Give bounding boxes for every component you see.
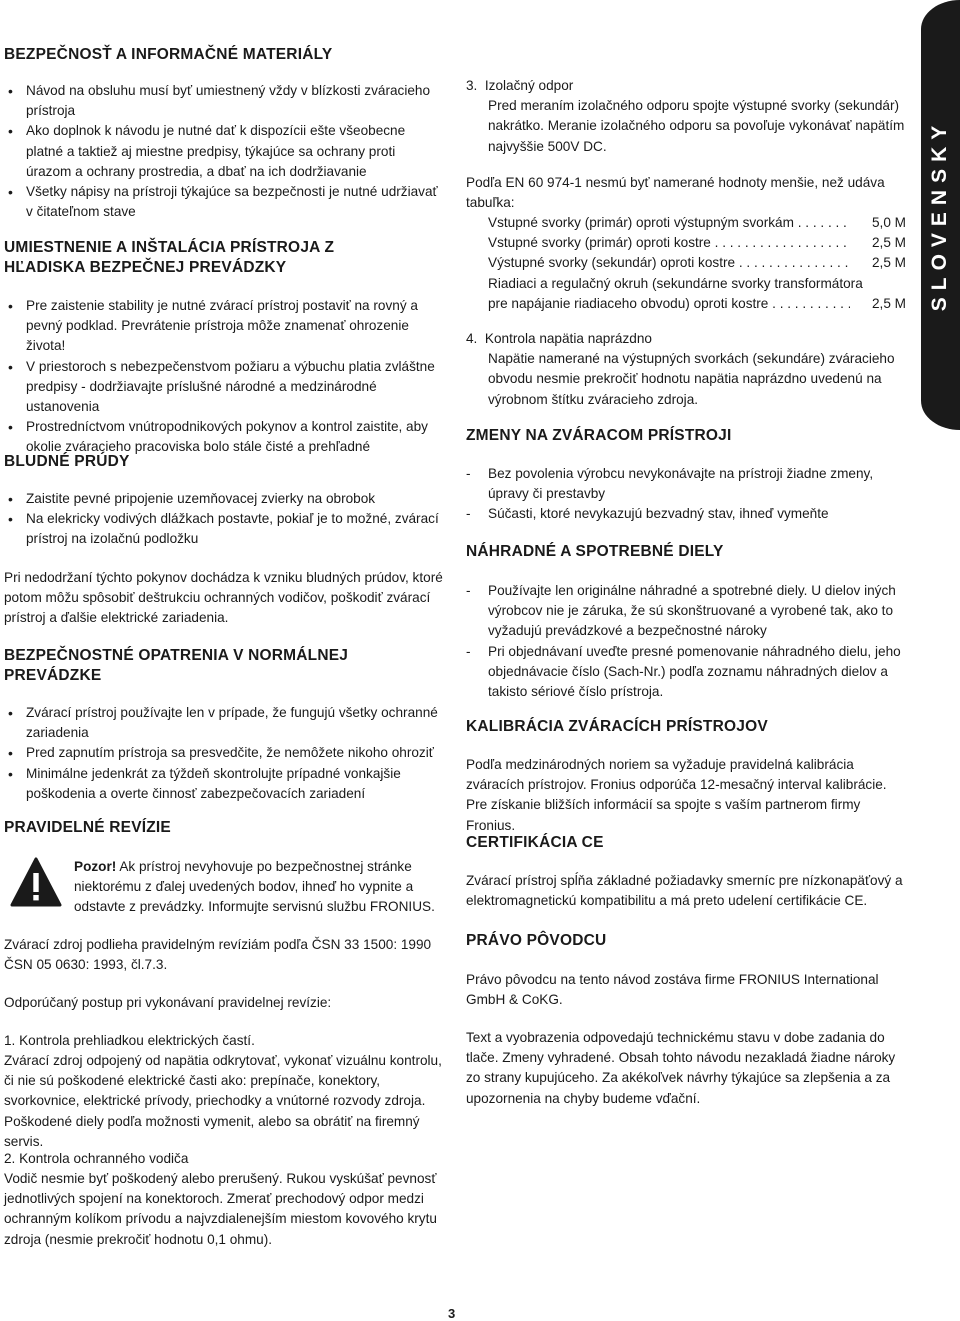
step4-number: 4. xyxy=(466,331,478,346)
heading-ce-certification: CERTIFIKÁCIA CE xyxy=(466,834,604,851)
table-row-value: 2,5 M xyxy=(872,295,906,311)
table-row xyxy=(488,253,906,273)
revision-paragraph: Zvárací zdroj podlieha pravidelným revíziám podľa ČSN 33 1500: 1990 ČSN 05 0630: 1993, čl.7.3. xyxy=(4,937,432,973)
step4-text: Napätie namerané na výstupných svorkách (sekundáre) zváracieho obvodu nesmie prekročiť hodnotu napätia naprázdno uvedenú na výrobnom štítku zváracieho zdroja. xyxy=(488,351,895,407)
safety-list xyxy=(4,81,444,222)
final-paragraph: Text a vyobrazenia odpovedajú technickému stavu v dobe zadania do tlače. Zmeny vyhradené. Obsah tohto návodu nezakladá žiadne nároky zo strany kupujúceho. Za akékoľvek návrhy týkajúce sa zlepšenia a za upozornenia na chyby budeme vďační. xyxy=(466,1030,896,1106)
step4-block xyxy=(466,329,910,410)
table-row xyxy=(488,294,906,314)
step4-title: Kontrola napätia naprázdno xyxy=(484,331,652,346)
heading-calibration: KALIBRÁCIA ZVÁRACÍCH PRÍSTROJOV xyxy=(466,718,768,735)
list-item: • Všetky nápisy na prístroji týkajúce sa bezpečnosti je nutné udržiavať v čitateľnom stave xyxy=(4,182,444,222)
table-row-label-line1: Riadiaci a regulačný okruh (sekundárne svorky transformátora xyxy=(488,275,863,291)
list-item: • Zvárací prístroj používajte len v prípade, že fungujú všetky ochranné zariadenia xyxy=(4,703,444,743)
normal-operation-list xyxy=(4,703,444,804)
step2-title: 2. Kontrola ochranného vodiča xyxy=(4,1151,189,1166)
step1-text: Zvárací zdroj odpojený od napätia odkrytovať, vykonať vizuálnu kontrolu, či nie sú poškodené elektrické časti ako: prepínače, konektory, svorkovnice, elektrické prívody, priechodky a vnútorné rozvody zdroja. Poškodené diely podľa možnosti vymenit, alebo sa obrátiť na firemný servis. xyxy=(4,1053,442,1149)
ce-paragraph: Zvárací prístroj spĺňa základné požiadavky smerníc pre nízkonapäťový a elektromagnetickú kompatibilitu a má preto udelení certifikácie CE. xyxy=(466,873,903,909)
table-row-label: Vstupné svorky (primár) oproti výstupným svorkám . . . xyxy=(488,213,850,233)
heading-stray-currents: BLUDNÉ PRÚDY xyxy=(4,453,130,470)
insulation-table xyxy=(488,213,906,314)
table-row xyxy=(488,274,906,294)
procedure-paragraph: Odporúčaný postup pri vykonávaní pravidelnej revízie: xyxy=(4,995,332,1010)
stray-currents-list xyxy=(4,489,444,550)
warning-note xyxy=(74,857,444,918)
list-item: • V priestoroch s nebezpečenstvom požiaru a výbuchu platia zvláštne predpisy - dodržiavajte príslušné národné a medzinárodné ustanovenia xyxy=(4,357,444,418)
list-item: - Bez povolenia výrobcu nevykonávajte na prístroji žiadne zmeny, úpravy či prestavby xyxy=(466,464,910,504)
step3-text: Pred meraním izolačného odporu spojte výstupné svorky (sekundár) nakrátko. Meranie izolačného odporu sa povoľuje vykonávať napätím najvyššie 500V DC. xyxy=(488,98,905,154)
en-norm-paragraph: Podľa EN 60 974-1 nesmú byť namerané hodnoty menšie, než udáva tabuľka: xyxy=(466,175,885,211)
heading-changes: ZMENY NA ZVÁRACOM PRÍSTROJI xyxy=(466,427,732,444)
table-row-label-line2: pre napájanie riadiaceho obvodu) oproti kostre . . . xyxy=(488,294,850,314)
warning-text: Ak prístroj nevyhovuje po bezpečnostnej stránke niektorému z ďalej uvedených bodov, ihneď ho vypnite a odstavte z prevádzky. Informujte servisnú službu FRONIUS. xyxy=(74,859,435,915)
table-row-label: Výstupné svorky (sekundár) oproti kostre . . . xyxy=(488,253,850,273)
list-item: • Na elekricky vodivých dlážkach postavte, pokiaľ je to možné, zvárací prístroj na izolačnú podložku xyxy=(4,509,444,549)
step2-text: Vodič nesmie byť poškodený alebo prerušený. Rukou vyskúšať pevnosť jednotlivých spojení na konektoroch. Zmerať prechodový odpor medzi ochranným kolíkom prívodu a najvzdialenejším miestom kovového krytu zdroja (nesmie prekročiť hodnotu 0,1 ohmu). xyxy=(4,1171,437,1247)
list-item: • Návod na obsluhu musí byť umiestnený vždy v blízkosti zváracieho prístroja xyxy=(4,81,444,121)
changes-list xyxy=(466,464,910,525)
list-item: • Pred zapnutím prístroja sa presvedčite, že nemôžete nikoho ohroziť xyxy=(4,743,444,763)
list-item: • Minimálne jedenkrát za týždeň skontrolujte prípadné vonkajšie poškodenia a overte činnosť zabezpečovacích zariadení xyxy=(4,764,444,804)
step1-title: 1. Kontrola prehliadkou elektrických častí. xyxy=(4,1033,255,1048)
installation-list xyxy=(4,296,444,458)
step3-number: 3. xyxy=(466,78,478,93)
table-row-value: 2,5 M xyxy=(872,235,906,251)
calibration-paragraph: Podľa medzinárodných noriem sa vyžaduje pravidelná kalibrácia zváracích prístrojov. Fronius odporúča 12-mesačný interval kalibrácie. Pre získanie bližších informácií sa spojte s vaším partnerom firmy Fronius. xyxy=(466,757,887,833)
heading-safety: BEZPEČNOSŤ A INFORMAČNÉ MATERIÁLY xyxy=(4,46,333,63)
spare-parts-list xyxy=(466,581,910,702)
step3-title: Izolačný odpor xyxy=(484,78,574,93)
list-item: - Pri objednávaní uveďte presné pomenovanie náhradného dielu, jeho objednávacie číslo (Sach-Nr.) podľa zoznamu náhradných dielov a takisto sériové číslo prístroja. xyxy=(466,642,910,703)
list-item: • Pre zaistenie stability je nutné zvárací prístroj postaviť na rovný a pevný podklad. Prevrátenie prístroja môže znamenať ohrozenie života! xyxy=(4,296,444,357)
stray-currents-paragraph: Pri nedodržaní týchto pokynov dochádza k vzniku bludných prúdov, ktoré potom môžu spôsobiť deštrukciu ochranných vodičov, poškodiť zvárací prístroj a ďalšie elektrické zariadenia. xyxy=(4,570,443,626)
warning-label: Pozor! xyxy=(74,859,117,874)
language-side-tab-label: SLOVENSKY xyxy=(928,118,951,312)
heading-installation: UMIESTNENIE A INŠTALÁCIA PRÍSTROJA Z HĽADISKA BEZPEČNEJ PREVÁDZKY xyxy=(4,239,335,276)
table-row-value: 2,5 M xyxy=(872,255,906,271)
step3-block xyxy=(466,76,910,157)
warning-triangle-icon xyxy=(10,857,62,907)
page-number: 3 xyxy=(448,1306,456,1321)
heading-copyright: PRÁVO PÔVODCU xyxy=(466,932,607,949)
heading-spare-parts: NÁHRADNÉ A SPOTREBNÉ DIELY xyxy=(466,543,724,560)
table-row-value: 5,0 M xyxy=(872,215,906,230)
list-item: - Používajte len originálne náhradné a spotrebné diely. U dielov iných výrobcov nie je záruka, že sú skonštruované a vyrobené tak, ako to vyžadujú prevádzkové a bezpečnostné nároky xyxy=(466,581,910,642)
heading-regular-revisions: PRAVIDELNÉ REVÍZIE xyxy=(4,819,171,836)
list-item: • Prostredníctvom vnútropodnikových pokynov a kontrol zaistite, aby okolie zváracieho pracoviska bolo stále čisté a prehľadné xyxy=(4,417,444,457)
table-row-label: Vstupné svorky (primár) oproti kostre . . . xyxy=(488,233,850,253)
table-row xyxy=(488,213,906,233)
list-item: - Súčasti, ktoré nevykazujú bezvadný stav, ihneď vymeňte xyxy=(466,504,910,524)
list-item: • Zaistite pevné pripojenie uzemňovacej zvierky na obrobok xyxy=(4,489,444,509)
table-row xyxy=(488,233,906,253)
heading-normal-operation: BEZPEČNOSTNÉ OPATRENIA V NORMÁLNEJ PREVÁDZKE xyxy=(4,647,349,684)
copyright-paragraph: Právo pôvodcu na tento návod zostáva firme FRONIUS International GmbH & CoKG. xyxy=(466,972,879,1008)
list-item: • Ako doplnok k návodu je nutné dať k dispozícii ešte všeobecne platné a taktiež aj miestne predpisy, týkajúce sa ochrany proti úrazom a ochrany prostredia, a dbať na ich dodržiavanie xyxy=(4,121,444,182)
